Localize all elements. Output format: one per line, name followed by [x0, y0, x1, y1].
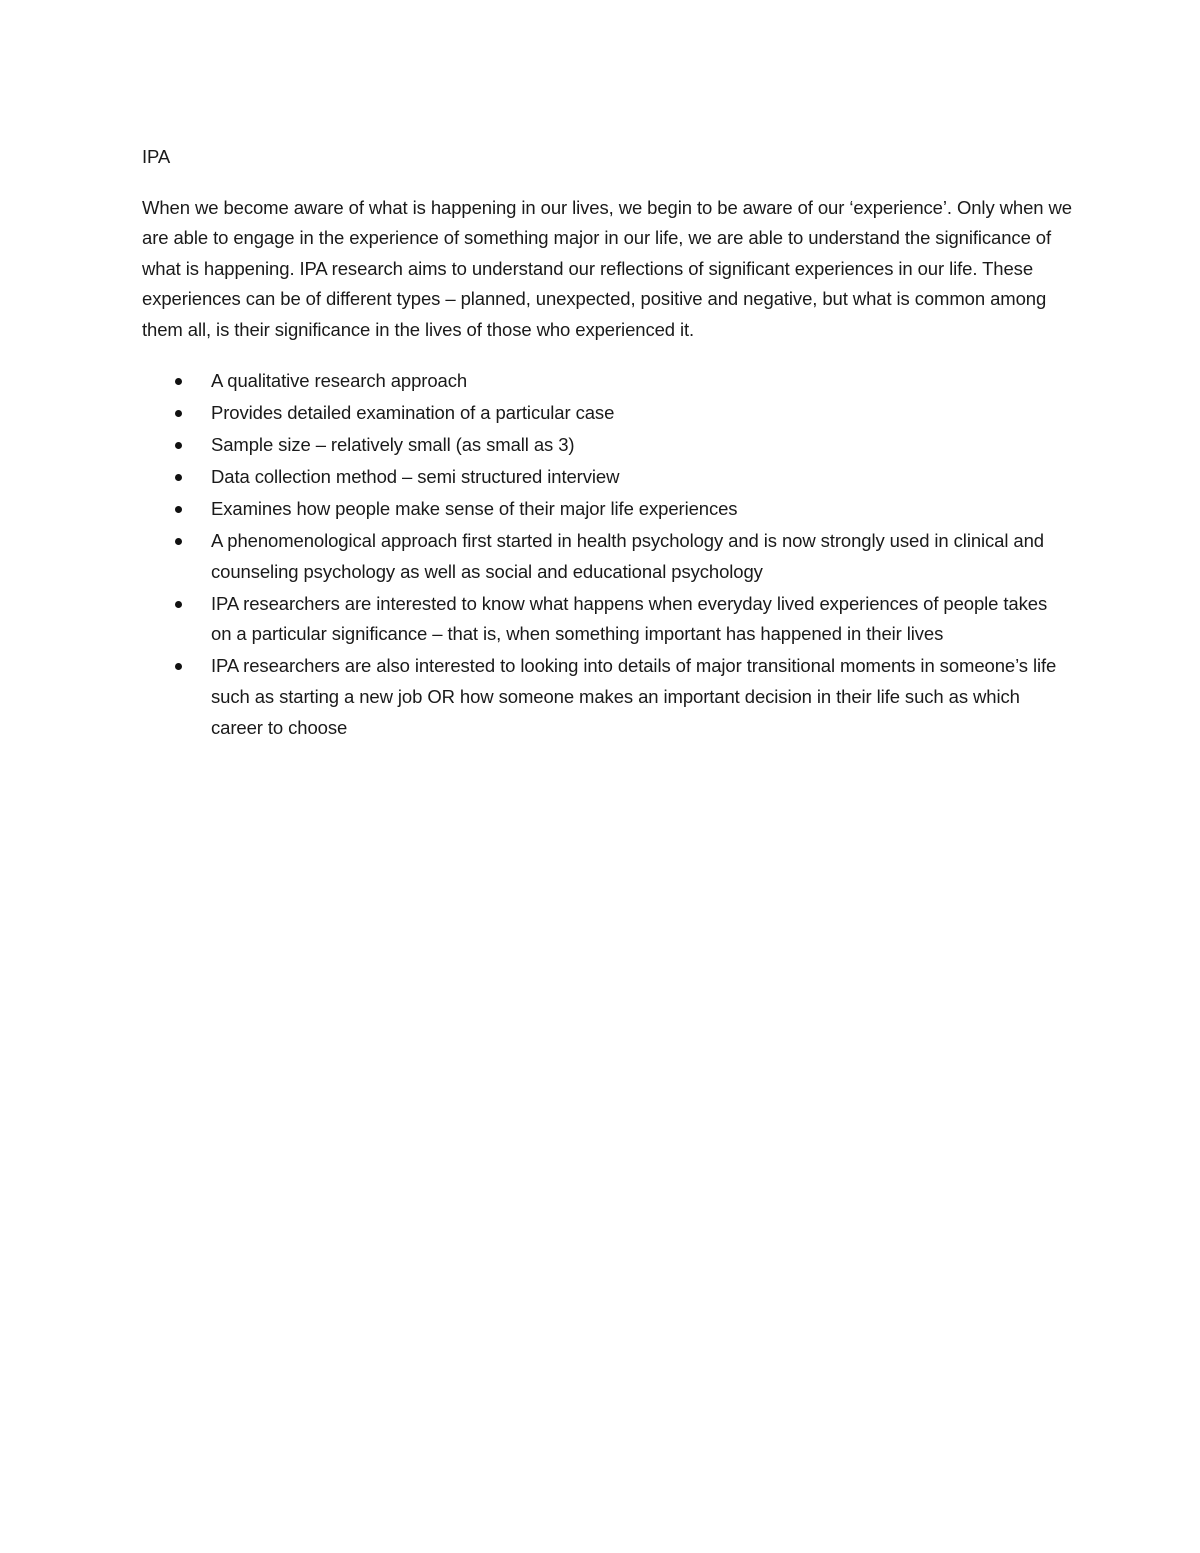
list-item — [142, 462, 1072, 493]
list-item-text: IPA researchers are interested to know what happens when everyday lived experiences of people takes on a particular significance – that is, when something important has happened in their lives — [211, 592, 1048, 645]
list-item-text: Data collection method – semi structured interview — [211, 465, 620, 487]
list-item — [142, 589, 1072, 650]
list-item-text: Provides detailed examination of a particular case — [211, 401, 615, 423]
bullet-icon — [175, 506, 182, 513]
bullet-icon — [175, 538, 182, 545]
list-item-text: A phenomenological approach first started in health psychology and is now strongly used in clinical and counseling psychology as well as social and educational psychology — [211, 530, 1044, 582]
list-item — [142, 398, 1072, 429]
intro-paragraph: When we become aware of what is happening in our lives, we begin to be aware of our ‘experience’. Only when we are able to engage in the experience of something major in our life, we are able to understand the significance of what is happening. IPA research aims to understand our reflections of significant experiences in our life. These experiences can be of different types – planned, unexpected, positive and negative, but what is common among them all, is their significance in the lives of those who experienced it. — [142, 196, 1072, 340]
list-item — [142, 430, 1072, 461]
bullet-icon — [175, 601, 182, 608]
bullet-list — [142, 366, 1072, 744]
list-item-text: A qualitative research approach — [211, 369, 468, 391]
bullet-icon — [175, 410, 182, 417]
list-item-text: Examines how people make sense of their major life experiences — [211, 497, 738, 519]
list-item — [142, 526, 1072, 587]
list-item-text: Sample size – relatively small (as small as 3) — [211, 433, 575, 455]
bullet-icon — [175, 474, 182, 481]
list-item — [142, 651, 1072, 743]
bullet-icon — [175, 442, 182, 449]
bullet-icon — [175, 378, 182, 385]
bullet-icon — [175, 663, 182, 670]
document-body — [142, 142, 1072, 745]
list-item — [142, 494, 1072, 525]
list-item — [142, 366, 1072, 397]
list-item-text: IPA researchers are also interested to looking into details of major transitional moments in someone’s life such as starting a new job OR how someone makes an important decision in their life such as which career to choose — [211, 655, 1057, 738]
document-title: IPA — [142, 146, 171, 167]
